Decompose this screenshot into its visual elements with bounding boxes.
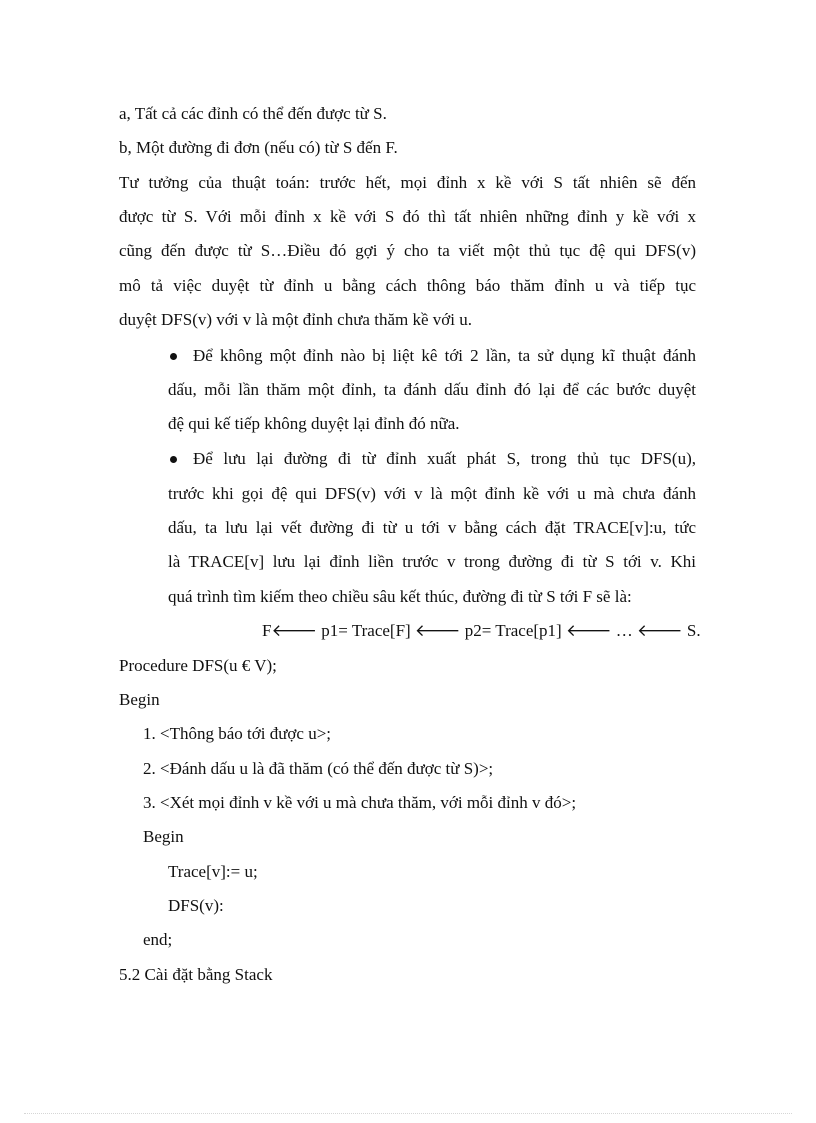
begin-keyword: Begin [143, 827, 184, 846]
step-item: 3. <Xét mọi đỉnh v kề với u mà chưa thăm, với mỗi đỉnh v đó>; [143, 793, 577, 812]
paragraph-line: cũng đến được từ S…Điều đó gợi ý cho ta viết một thủ tục đệ qui DFS(v) [119, 241, 696, 260]
step-item: 2. <Đánh dấu u là đã thăm (có thể đến được từ S)>; [143, 759, 494, 778]
paragraph-line: mô tả việc duyệt từ đỉnh u bằng cách thông báo thăm đỉnh u và tiếp tục [119, 276, 696, 295]
procedure-header: Procedure DFS(u € V); [119, 656, 277, 675]
intro-line-b: b, Một đường đi đơn (nếu có) từ S đến F. [119, 138, 398, 157]
trace-assignment: Trace[v]:= u; [168, 862, 258, 881]
bullet-line: quá trình tìm kiếm theo chiều sâu kết thúc, đường đi từ S tới F sẽ là: [168, 587, 632, 606]
paragraph-line: duyệt DFS(v) với v là một đỉnh chưa thăm kề với u. [119, 310, 472, 329]
section-heading: 5.2 Cài đặt bằng Stack [119, 965, 273, 984]
page-bottom-rule [24, 1113, 792, 1114]
bullet-line: Để lưu lại đường đi từ đỉnh xuất phát S, trong thủ tục DFS(u), [193, 449, 696, 468]
trace-formula: F🡐 p1= Trace[F] 🡐 p2= Trace[p1] 🡐 … 🡐 S. [262, 621, 701, 640]
dfs-call: DFS(v): [168, 896, 224, 915]
bullet-line: Để không một đỉnh nào bị liệt kê tới 2 lần, ta sử dụng kĩ thuật đánh [193, 346, 696, 365]
bullet-line: dấu, ta lưu lại vết đường đi từ u tới v bằng cách đặt TRACE[v]:u, tức [168, 518, 696, 537]
bullet-icon [170, 353, 177, 360]
paragraph-line: được từ S. Với mỗi đỉnh x kề với S đó thì tất nhiên những đỉnh y kề với x [119, 207, 696, 226]
intro-line-a: a, Tất cả các đỉnh có thể đến được từ S. [119, 104, 387, 123]
bullet-line: là TRACE[v] lưu lại đỉnh liền trước v trong đường đi từ S tới v. Khi [168, 552, 696, 571]
begin-keyword: Begin [119, 690, 160, 709]
bullet-line: đệ qui kế tiếp không duyệt lại đỉnh đó nữa. [168, 414, 460, 433]
bullet-line: dấu, mỗi lần thăm một đỉnh, ta đánh dấu đỉnh đó lại để các bước duyệt [168, 380, 696, 399]
end-keyword: end; [143, 930, 173, 949]
step-item: 1. <Thông báo tới được u>; [143, 724, 332, 743]
bullet-line: trước khi gọi đệ qui DFS(v) với v là một đỉnh kề với u mà chưa đánh [168, 484, 696, 503]
paragraph-line: Tư tưởng của thuật toán: trước hết, mọi đỉnh x kề với S tất nhiên sẽ đến [119, 173, 696, 192]
bullet-icon [170, 456, 177, 463]
